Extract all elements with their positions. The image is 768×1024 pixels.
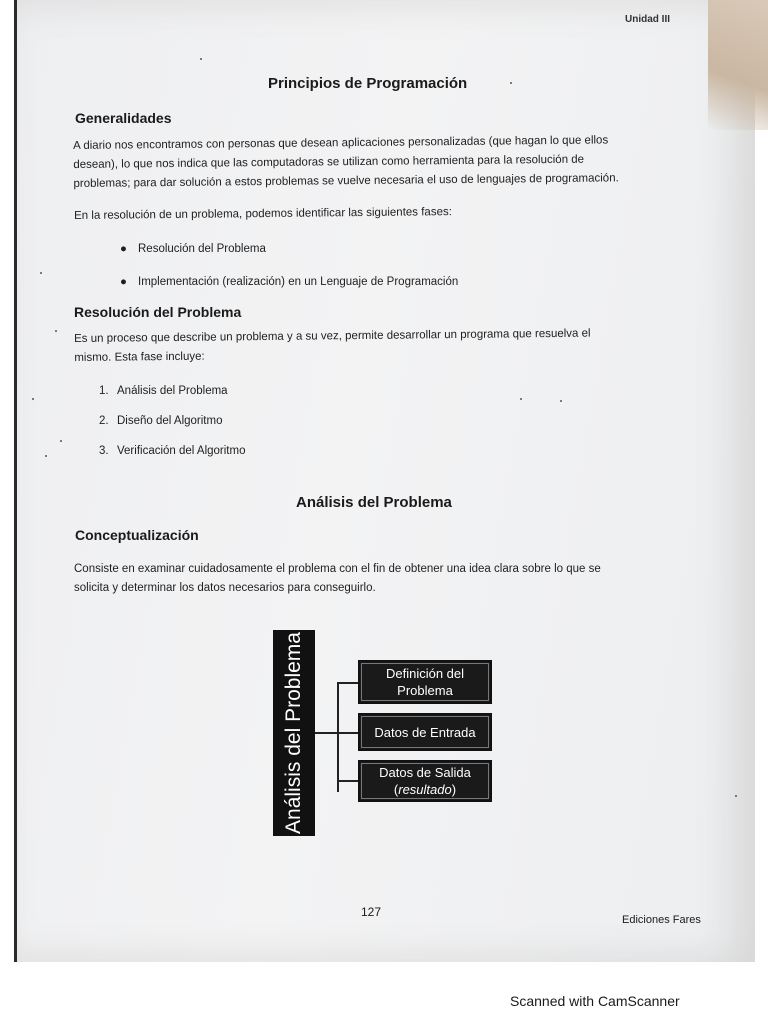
scan-speck (200, 58, 202, 60)
publisher-label: Ediciones Fares (622, 914, 701, 926)
scan-speck (735, 795, 737, 797)
phase-label: Resolución del Problema (138, 243, 266, 255)
box-line: Definición del (385, 666, 465, 681)
diagram-box-definicion (358, 660, 492, 704)
bullet-icon: ● (120, 243, 127, 255)
box-line: Datos de Salida (379, 765, 471, 780)
paragraph-line: Es un proceso que describe un problema y a su vez, permite desarrollar un programa que resuelva el (74, 327, 591, 345)
connector-line (337, 780, 358, 782)
heading-conceptualizacion: Conceptualización (75, 527, 199, 543)
step-label: Diseño del Algoritmo (117, 415, 223, 427)
connector-line (315, 732, 337, 734)
list-item-step (99, 445, 245, 457)
list-item-step (99, 415, 222, 427)
box-line: (resultado) (393, 782, 457, 797)
paragraph-line: solicita y determinar los datos necesarios para conseguirlo. (74, 582, 376, 594)
step-label: Análisis del Problema (117, 385, 228, 397)
analysis-diagram (270, 628, 500, 838)
box-line: Problema (397, 683, 453, 698)
heading-generalidades: Generalidades (75, 110, 172, 126)
scan-speck (60, 440, 62, 442)
phase-label: Implementación (realización) en un Lenguaje de Programación (138, 276, 459, 288)
list-item-phase (120, 243, 266, 255)
step-number: 3. (99, 445, 109, 457)
paragraph-line: Consiste en examinar cuidadosamente el problema con el fin de obtener una idea clara sobre lo que se (74, 563, 601, 575)
scan-speck (510, 82, 512, 84)
paragraph-line: desean), lo que nos indica que las computadoras se utilizan como herramienta para la resolución de (73, 153, 585, 171)
page-corner-shadow (708, 0, 768, 130)
box-italic-text: resultado (398, 782, 452, 797)
paragraph-line: problemas; para dar solución a estos problemas se vuelve necesaria el uso de lenguajes de programación. (73, 172, 619, 190)
paragraph-conceptualizacion (74, 560, 601, 598)
scan-speck (520, 398, 522, 400)
box-line: Datos de Entrada (374, 724, 476, 740)
scan-speck (560, 400, 562, 402)
connector-line (337, 682, 339, 792)
step-number: 2. (99, 415, 109, 427)
paragraph-line: mismo. Esta fase incluye: (74, 350, 205, 364)
bullet-icon: ● (120, 276, 127, 288)
diagram-box-entrada (358, 713, 492, 751)
scanner-watermark: Scanned with CamScanner (510, 993, 680, 1009)
scan-speck (45, 455, 47, 457)
page-title: Principios de Programación (268, 75, 468, 92)
diagram-main-box (273, 630, 315, 836)
scan-speck (40, 272, 42, 274)
diagram-box-salida (358, 760, 492, 802)
paragraph-line: A diario nos encontramos con personas que desean aplicaciones personalizadas (que hagan lo que ellos (73, 134, 609, 152)
scan-speck (55, 330, 57, 332)
step-number: 1. (99, 385, 109, 397)
step-label: Verificación del Algoritmo (117, 445, 246, 457)
page-number: 127 (361, 905, 382, 919)
connector-line (337, 732, 358, 734)
heading-analisis: Análisis del Problema (296, 494, 452, 511)
diagram-main-label: Análisis del Problema (282, 632, 305, 834)
paragraph-fases-intro: En la resolución de un problema, podemos identificar las siguientes fases: (74, 206, 452, 222)
unit-label: Unidad III (625, 14, 670, 25)
heading-resolucion: Resolución del Problema (74, 304, 242, 320)
list-item-phase (120, 276, 458, 288)
paragraph-generalidades (73, 131, 619, 194)
scan-speck (32, 398, 34, 400)
connector-line (337, 682, 358, 684)
paragraph-resolucion (74, 325, 591, 368)
list-item-step (99, 385, 228, 397)
